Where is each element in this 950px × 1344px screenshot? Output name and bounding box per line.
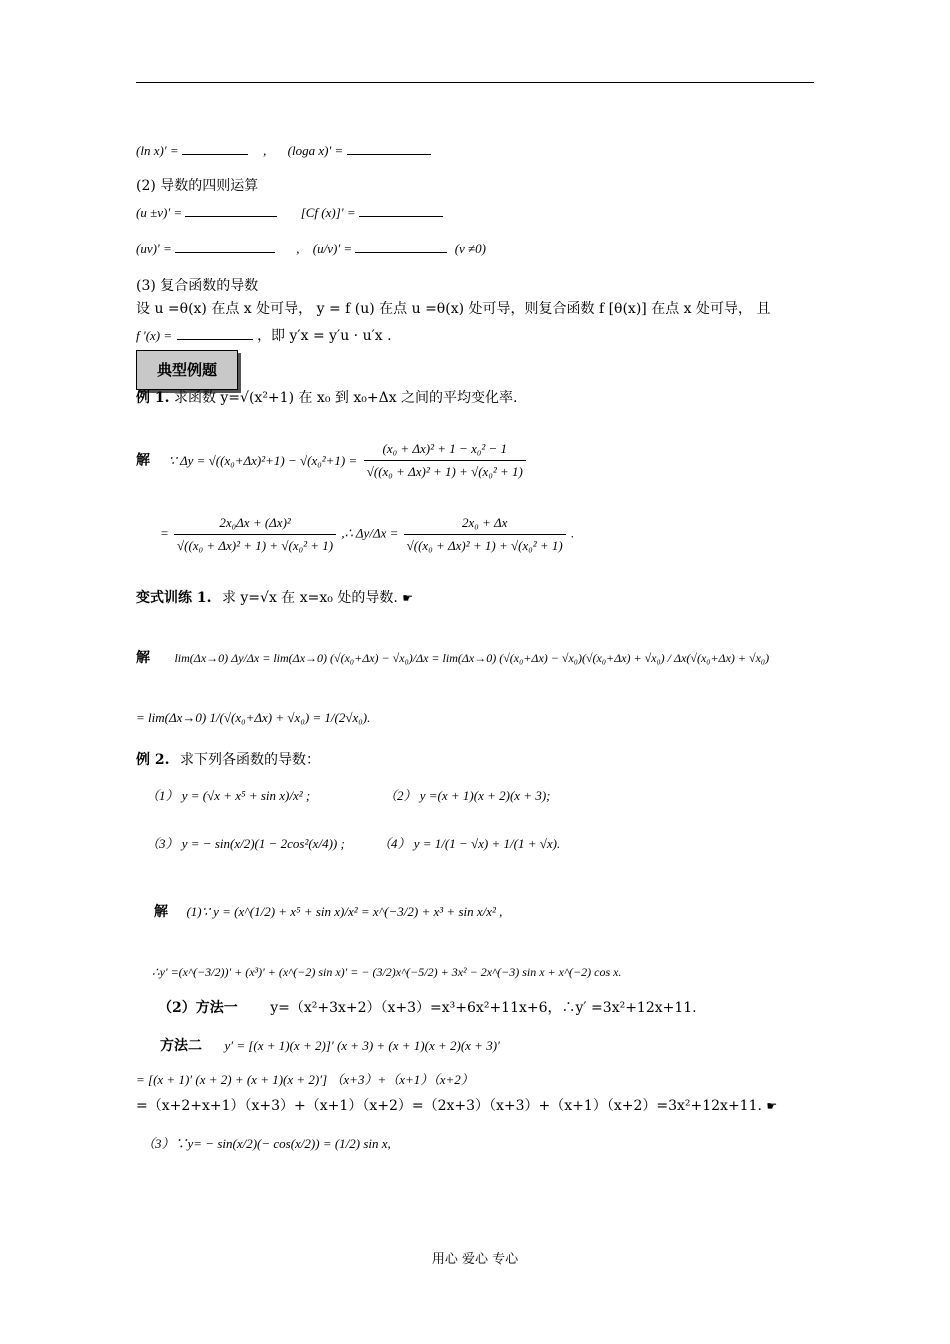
solution1-expression: (1)∵ y = (x^(1/2) + x⁵ + sin x)/x² = x^(−3/2) + x³ + sin x/x² ,	[186, 904, 503, 919]
example2-solution3: （3）∵y= − sin(x/2)(− cos(x/2)) = (1/2) sin x,	[142, 1136, 391, 1151]
product-quotient-line	[136, 238, 486, 259]
log-derivative: (loga x)′ =	[287, 143, 344, 158]
composite-text-2	[136, 325, 392, 346]
fraction-denominator: √((x₀ + Δx)² + 1) + √(x₀² + 1)	[366, 464, 523, 479]
section-composite: (3) 复合函数的导数	[136, 278, 259, 294]
pointing-hand-icon: ☛	[766, 1099, 778, 1113]
example2-solution1	[154, 902, 502, 922]
fraction-denominator: √((x₀ + Δx)² + 1) + √(x₀² + 1)	[406, 538, 563, 553]
equals: =	[160, 525, 169, 541]
log-derivative-line	[136, 140, 431, 161]
example2-solution2b	[160, 1036, 500, 1056]
blank	[175, 238, 275, 253]
variant1-solution-line2: = lim(Δx→0) 1/(√(x₀+Δx) + √x₀) = 1/(2√x₀).	[136, 710, 371, 725]
fraction-numerator: 2x₀Δx + (Δx)²	[174, 512, 336, 535]
constant-multiple-derivative: [Cf (x)]′ =	[300, 205, 356, 220]
fraction-denominator: √((x₀ + Δx)² + 1) + √(x₀² + 1)	[177, 538, 334, 553]
method2-label: 方法二	[160, 1038, 202, 1054]
page-footer: 用心 爱心 专心	[431, 1252, 519, 1267]
pointing-hand-icon: ☛	[402, 591, 414, 605]
method1-expression: y=（x²+3x+2）（x+3）=x³+6x²+11x+6，∴y′ =3x²+12x+11.	[270, 1000, 697, 1016]
typical-examples-box: 典型例题	[136, 350, 238, 390]
section-four-ops: (2) 导数的四则运算	[136, 178, 259, 194]
method2-expression: y′ = [(x + 1)(x + 2)]′ (x + 3) + (x + 1)(x + 2)(x + 3)′	[224, 1038, 500, 1053]
example1-line	[136, 388, 518, 408]
blank	[347, 140, 431, 155]
method1-label: （2）方法一	[158, 1000, 238, 1016]
example2-text: 求下列各函数的导数：	[179, 752, 320, 768]
blank	[355, 238, 447, 253]
composite-derivative: f ′(x) =	[136, 328, 173, 343]
example2-solution2c: = [(x + 1)′ (x + 2) + (x + 1)(x + 2)′] （x+3）+（x+1）（x+2）	[136, 1072, 474, 1087]
header-rule	[136, 82, 814, 83]
example1-solution-line1	[136, 438, 528, 483]
quotient-derivative: (u/v)′ =	[312, 241, 353, 256]
delta-y-expression: ∵ Δy = √((x₀+Δx)²+1) − √(x₀²+1) =	[168, 452, 358, 468]
fraction	[364, 438, 526, 483]
variant1-text: 求 y=√x 在 x=x₀ 处的导数.	[221, 590, 398, 606]
variant1-line	[136, 588, 413, 608]
blank	[185, 202, 277, 217]
fraction-numerator: (x₀ + Δx)² + 1 − x₀² − 1	[364, 438, 526, 461]
example2-solution2d	[136, 1096, 777, 1116]
ln-derivative: (ln x)′ =	[136, 143, 179, 158]
chain-rule: ，即 y′x = y′u · u′x .	[257, 328, 392, 344]
solution-label: 解	[154, 904, 168, 920]
example1-solution-line2	[160, 512, 574, 557]
period: .	[570, 525, 575, 541]
blank	[177, 325, 253, 340]
fraction	[404, 512, 566, 557]
example1-text: 求函数 y=√(x²+1) 在 x₀ 到 x₀+Δx 之间的平均变化率.	[173, 390, 518, 406]
separator: ,	[263, 143, 267, 158]
fraction	[174, 512, 336, 557]
example2-item3: （3） y = − sin(x/2)(1 − 2cos²(x/4)) ;	[146, 836, 345, 851]
method2-result: =（x+2+x+1）（x+3）+（x+1）（x+2）=（2x+3）（x+3）+（x+1）（x+2）=3x²+12x+11.	[136, 1098, 762, 1114]
example2-label: 例 2.	[136, 752, 170, 768]
blank	[182, 140, 248, 155]
sum-derivative: (u ±v)′ =	[136, 205, 183, 220]
example2-solution1b: ∴y′ =(x^(−3/2))′ + (x³)′ + (x^(−2) sin x)′ = − (3/2)x^(−5/2) + 3x² − 2x^(−3) sin x + x^(−2) cos x.	[152, 965, 622, 979]
limit-expression: lim(Δx→0) Δy/Δx = lim(Δx→0) (√(x₀+Δx) − √x₀)/Δx = lim(Δx→0) (√(x₀+Δx) − √x₀)(√(x₀+Δx) + √x₀) / Δx(√(x₀+Δx) + √x₀)	[174, 651, 770, 665]
variant1-label: 变式训练 1.	[136, 590, 212, 606]
example2-item1: （1） y = (√x + x⁵ + sin x)/x² ;	[146, 788, 311, 803]
variant1-solution-line1	[136, 648, 769, 668]
example2-solution2	[158, 998, 697, 1018]
example2-item2: （2） y =(x + 1)(x + 2)(x + 3);	[384, 788, 551, 803]
example1-label: 例 1.	[136, 390, 170, 406]
solution-label: 解	[136, 650, 150, 666]
solution-label: 解	[136, 452, 150, 469]
blank	[359, 202, 443, 217]
example2-item4: （4） y = 1/(1 − √x) + 1/(1 + √x).	[378, 836, 561, 851]
example2-line	[136, 750, 320, 770]
separator: ,	[296, 241, 300, 256]
sum-derivative-line	[136, 202, 443, 223]
fraction-numerator: 2x₀ + Δx	[404, 512, 566, 535]
composite-text: 设 u =θ(x) 在点 x 处可导， y = f (u) 在点 u =θ(x) 处可导，则复合函数 f [θ(x)] 在点 x 处可导， 且	[136, 301, 771, 317]
ratio-expression: ,∴ Δy/Δx =	[341, 525, 399, 541]
product-derivative: (uv)′ =	[136, 241, 172, 256]
condition: (v ≠0)	[454, 241, 487, 256]
